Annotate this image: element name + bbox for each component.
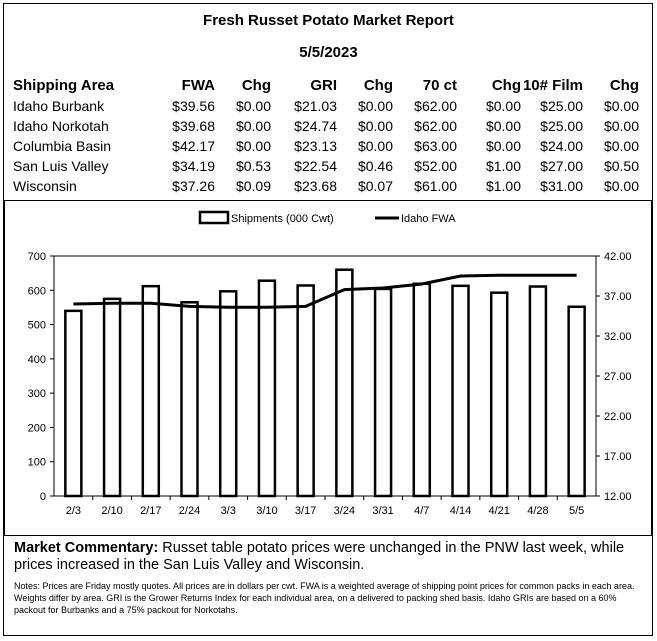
table-cell: $61.00 <box>414 178 457 194</box>
y-left-tick-label: 700 <box>27 251 46 263</box>
shipment-bar <box>104 299 120 496</box>
table-cell: $0.46 <box>357 158 393 174</box>
shipment-bar <box>182 302 198 496</box>
table-cell: Idaho Norkotah <box>13 118 109 134</box>
table-cell: $34.19 <box>172 158 215 174</box>
y-left-tick-label: 200 <box>27 422 46 435</box>
y-left-tick-label: 0 <box>39 491 46 503</box>
table-row <box>13 96 639 116</box>
table-cell: Wisconsin <box>13 178 77 194</box>
x-tick-label: 3/24 <box>333 505 356 517</box>
table-row <box>13 116 639 136</box>
table-cell: $39.68 <box>172 118 215 134</box>
table-cell: $0.00 <box>603 98 639 114</box>
shipment-bar <box>491 293 507 496</box>
header-10lb-film: 10# Film <box>522 77 583 94</box>
y-right-tick-label: 37.00 <box>604 291 632 303</box>
x-tick-label: 3/31 <box>372 505 394 517</box>
x-tick-label: 2/17 <box>140 505 162 517</box>
legend-shipments-label: Shipments (000 Cwt) <box>231 213 334 225</box>
chart-box <box>4 200 652 536</box>
table-cell: Idaho Burbank <box>13 98 105 114</box>
table-cell: $1.00 <box>485 158 521 174</box>
table-cell: $39.56 <box>172 98 215 114</box>
report-title: Fresh Russet Potato Market Report <box>203 12 454 29</box>
table-cell: $31.00 <box>540 178 583 194</box>
shipment-bar <box>259 281 275 496</box>
table-cell: Columbia Basin <box>13 138 112 154</box>
y-left-tick-label: 300 <box>27 388 46 401</box>
x-tick-label: 2/24 <box>178 505 201 517</box>
table-cell: $0.07 <box>357 178 393 194</box>
shipment-bar <box>220 291 236 496</box>
header-gri-chg: Chg <box>363 77 393 94</box>
table-cell: $0.00 <box>485 118 521 134</box>
table-cell: $0.50 <box>603 158 639 174</box>
x-tick-label: 4/7 <box>414 505 430 517</box>
x-tick-label: 3/17 <box>294 505 317 517</box>
table-cell: $0.53 <box>235 158 271 174</box>
table-cell: San Luis Valley <box>13 158 109 174</box>
table-cell: $37.26 <box>172 178 215 194</box>
notes: Notes: Prices are Friday mostly quotes. All prices are in dollars per cwt. FWA is a weighted average of shipping point prices for common packs in each area. Weights differ by area. GRI is the Grower Returns Index for each individual area, on a delivered to packing shed basis. Idaho GRIs are based on a 60% packout for Burbanks and a 75% packout for Norkotahs. <box>14 581 635 615</box>
legend-fwa-label: Idaho FWA <box>401 213 456 225</box>
price-table <box>13 76 639 196</box>
shipments-fwa-chart <box>5 201 651 535</box>
shipment-bar <box>530 287 546 496</box>
shipment-bar <box>65 311 81 496</box>
table-cell: $62.00 <box>414 98 457 114</box>
y-left-tick-label: 100 <box>27 456 46 469</box>
x-tick-label: 2/3 <box>65 505 82 517</box>
shipment-bar <box>336 270 352 496</box>
table-cell: $0.00 <box>235 118 271 134</box>
shipment-bar <box>375 289 391 496</box>
y-left-tick-label: 400 <box>27 353 46 366</box>
header-fwa-chg: Chg <box>241 77 271 94</box>
table-cell: $22.54 <box>294 158 337 174</box>
header-shipping-area: Shipping Area <box>13 77 115 94</box>
price-table-header <box>13 76 639 96</box>
y-right-tick-label: 27.00 <box>604 371 632 383</box>
table-row <box>13 136 639 156</box>
header-70ct: 70 ct <box>422 77 457 94</box>
x-tick-label: 3/3 <box>220 505 236 517</box>
table-cell: $23.13 <box>294 138 337 154</box>
table-row <box>13 156 639 176</box>
legend-shipments-swatch <box>200 212 228 223</box>
table-cell: $1.00 <box>485 178 521 194</box>
table-cell: $0.00 <box>603 118 639 134</box>
x-tick-label: 3/10 <box>256 505 278 517</box>
table-cell: $63.00 <box>414 138 457 154</box>
header-film-chg: Chg <box>609 77 639 94</box>
y-right-tick-label: 32.00 <box>604 331 632 343</box>
shipment-bar <box>569 307 585 496</box>
table-cell: $62.00 <box>414 118 457 134</box>
header-fwa: FWA <box>181 77 215 94</box>
plot-area <box>54 256 596 496</box>
x-tick-label: 4/14 <box>449 505 472 517</box>
table-cell: $23.68 <box>294 178 337 194</box>
table-cell: $24.74 <box>294 118 337 134</box>
table-cell: $52.00 <box>414 158 457 174</box>
table-cell: $0.00 <box>357 138 393 154</box>
x-tick-label: 2/10 <box>101 505 123 517</box>
table-cell: $0.00 <box>357 98 393 114</box>
table-cell: $0.00 <box>603 178 639 194</box>
y-left-tick-label: 600 <box>27 285 46 298</box>
shipment-bar <box>453 286 469 496</box>
table-cell: $24.00 <box>540 138 583 154</box>
y-right-tick-label: 12.00 <box>604 491 632 503</box>
table-cell: $42.17 <box>172 138 215 154</box>
table-row <box>13 176 639 196</box>
table-cell: $27.00 <box>540 158 583 174</box>
y-right-tick-label: 17.00 <box>604 451 632 463</box>
x-tick-label: 4/21 <box>488 505 510 517</box>
market-commentary <box>14 540 646 574</box>
shipment-bar <box>414 284 430 496</box>
table-cell: $0.00 <box>357 118 393 134</box>
table-cell: $21.03 <box>294 98 337 114</box>
header-gri: GRI <box>310 77 337 94</box>
commentary-label: Market Commentary: <box>14 540 159 556</box>
shipment-bar <box>143 286 159 496</box>
header-70ct-chg: Chg <box>491 77 521 94</box>
y-left-tick-label: 500 <box>27 319 46 332</box>
report-date: 5/5/2023 <box>299 44 358 61</box>
table-cell: $0.00 <box>603 138 639 154</box>
table-cell: $0.09 <box>235 178 271 194</box>
shipment-bar <box>298 285 314 496</box>
y-right-tick-label: 22.00 <box>604 411 632 423</box>
commentary-text: Russet table potato prices were unchanged in the PNW last week, while prices increased in the San Luis Valley and Wisconsin. <box>14 540 625 573</box>
table-cell: $0.00 <box>235 138 271 154</box>
table-cell: $25.00 <box>540 118 583 134</box>
table-cell: $0.00 <box>485 138 521 154</box>
x-tick-label: 5/5 <box>568 505 585 517</box>
y-right-tick-label: 42.00 <box>604 251 632 263</box>
table-cell: $25.00 <box>540 98 583 114</box>
x-tick-label: 4/28 <box>527 505 549 517</box>
table-cell: $0.00 <box>235 98 271 114</box>
table-cell: $0.00 <box>485 98 521 114</box>
